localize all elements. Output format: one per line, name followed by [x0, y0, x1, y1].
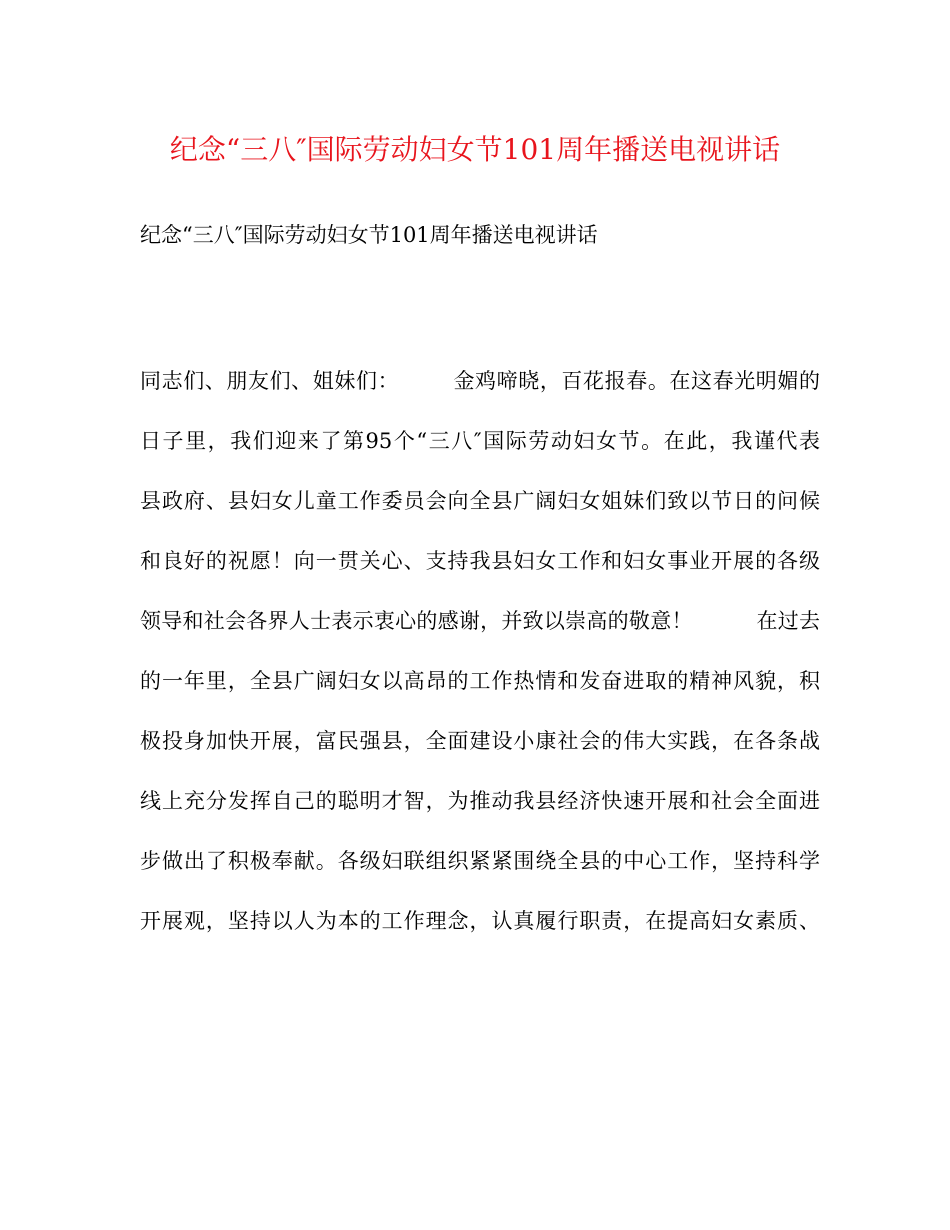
- document-body: [140, 362, 820, 962]
- body-line: 极投身加快开展，富民强县，全面建设小康社会的伟大实践，在各条战: [140, 729, 820, 753]
- body-line: 步做出了积极奉献。各级妇联组织紧紧围绕全县的中心工作，坚持科学: [140, 849, 820, 873]
- body-line: 的一年里，全县广阔妇女以高昂的工作热情和发奋进取的精神风貌，积: [140, 669, 820, 693]
- body-line: 同志们、朋友们、姐妹们： 金鸡啼晓，百花报春。在这春光明媚的: [140, 369, 820, 393]
- body-line: 开展观，坚持以人为本的工作理念，认真履行职责，在提高妇女素质、: [140, 909, 820, 933]
- body-line: 和良好的祝愿！向一贯关心、支持我县妇女工作和妇女事业开展的各级: [140, 549, 820, 573]
- document-subtitle: 纪念“三八″国际劳动妇女节101周年播送电视讲话: [140, 223, 598, 247]
- body-line: 线上充分发挥自己的聪明才智，为推动我县经济快速开展和社会全面进: [140, 789, 820, 813]
- document-title: 纪念“三八″国际劳动妇女节101周年播送电视讲话: [169, 133, 781, 166]
- body-line: 领导和社会各界人士表示衷心的感谢，并致以崇高的敬意！ 在过去: [140, 609, 820, 633]
- body-line: 县政府、县妇女儿童工作委员会向全县广阔妇女姐妹们致以节日的问候: [140, 489, 820, 513]
- body-line: 日子里，我们迎来了第95个“三八″国际劳动妇女节。在此，我谨代表: [140, 429, 820, 453]
